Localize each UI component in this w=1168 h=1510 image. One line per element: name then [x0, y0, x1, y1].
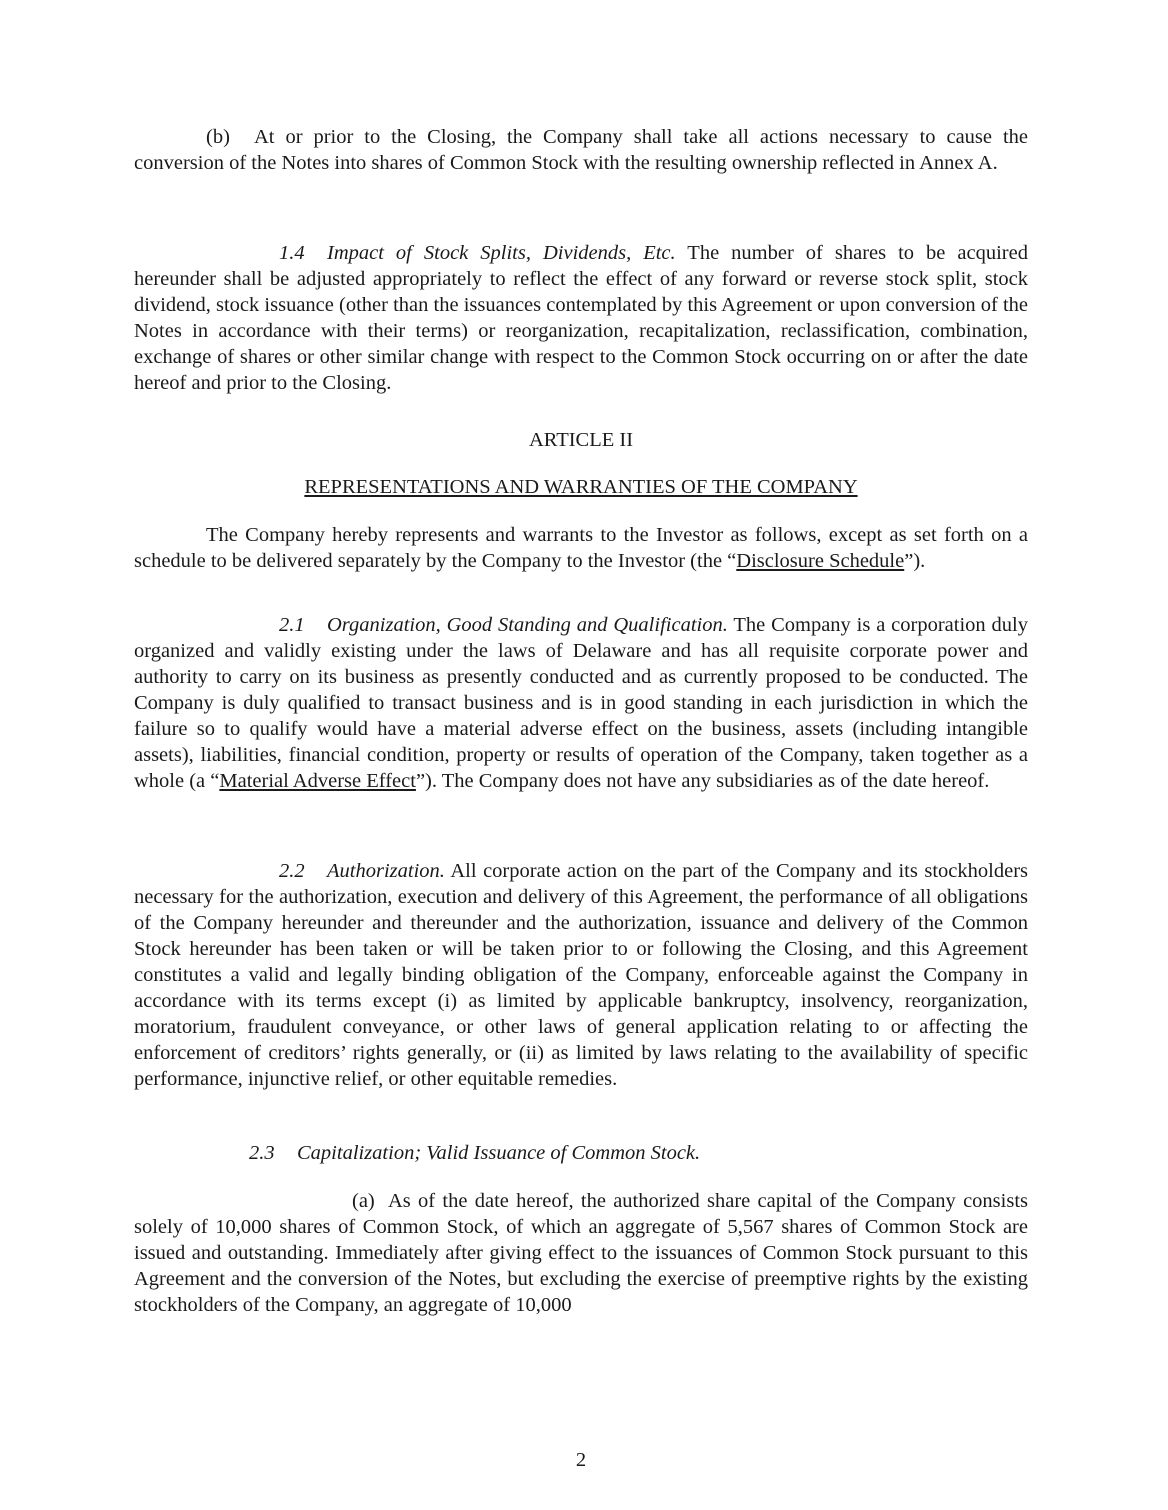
paragraph-text: As of the date hereof, the authorized share capital of the Company consists solely of 10,000 shares of Common Stock, of which an aggregate of 5,567 shares of Common Stock are issued and outstanding. Immediately after giving effect to the issuances of Common Stock pursuant to this Agreement and the conversion of the Notes, but excluding the exercise of preemptive rights by the existing stockholders of the Company, an aggregate of 10,000 [134, 1190, 1028, 1316]
defined-term-material-adverse-effect: Material Adverse Effect [219, 770, 416, 792]
section-text-end: ”). The Company does not have any subsidiaries as of the date hereof. [415, 770, 990, 792]
paragraph-label: (a) [352, 1190, 375, 1212]
paragraph-text: At or prior to the Closing, the Company shall take all actions necessary to cause the conversion of the Notes into shares of Common Stock with the resulting ownership reflected in Annex A. [134, 126, 1028, 174]
section-2-1 [134, 612, 1028, 794]
section-heading: Organization, Good Standing and Qualification. [327, 614, 728, 636]
section-text: All corporate action on the part of the Company and its stockholders necessary for the authorization, execution and delivery of this Agreement, the performance of all obligations of the Company hereunder and thereunder and the authorization, issuance and delivery of the Common Stock hereunder has been taken or will be taken prior to or following the Closing, and this Agreement constitutes a valid and legally binding obligation of the Company, enforceable against the Company in accordance with its terms except (i) as limited by applicable bankruptcy, insolvency, reorganization, moratorium, fraudulent conveyance, or other laws of general application relating to or affecting the enforcement of creditors’ rights generally, or (ii) as limited by laws relating to the availability of specific performance, injunctive relief, or other equitable remedies. [134, 860, 1028, 1090]
section-1-4 [134, 240, 1028, 396]
section-heading: Capitalization; Valid Issuance of Common Stock. [297, 1142, 701, 1164]
section-heading: Impact of Stock Splits, Dividends, Etc. [327, 242, 676, 264]
section-text: The number of shares to be acquired hereunder shall be adjusted appropriately to reflect the effect of any forward or reverse stock split, stock dividend, stock issuance (other than the issuances contemplated by this Agreement or upon conversion of the Notes in accordance with their terms) or reorganization, recapitalization, reclassification, combination, exchange of shares or other similar change with respect to the Common Stock occurring on or after the date hereof and prior to the Closing. [134, 242, 1028, 394]
section-2-3 [134, 1140, 1028, 1166]
defined-term-disclosure-schedule: Disclosure Schedule [736, 550, 905, 572]
article-intro [134, 522, 1028, 574]
section-number: 2.1 [279, 614, 305, 636]
article-title: ARTICLE II [528, 429, 634, 451]
page-number: 2 [575, 1449, 587, 1471]
intro-text-end: ”). [904, 550, 926, 572]
article-subtitle: REPRESENTATIONS AND WARRANTIES OF THE COMPANY [304, 476, 858, 498]
paragraph-b [134, 124, 1028, 176]
section-text: The Company is a corporation duly organized and validly existing under the laws of Delaware and has all requisite corporate power and authority to carry on its business as presently conducted and as currently proposed to be conducted. The Company is duly qualified to transact business and is in good standing in each jurisdiction in which the failure so to qualify would have a material adverse effect on the business, assets (including intangible assets), liabilities, financial condition, property or results of operation of the Company, taken together as a whole (a “ [134, 614, 1028, 792]
intro-text: The Company hereby represents and warrants to the Investor as follows, except as set forth on a schedule to be delivered separately by the Company to the Investor (the “ [134, 524, 1028, 572]
section-heading: Authorization. [327, 860, 445, 882]
section-number: 2.3 [249, 1142, 275, 1164]
section-2-2 [134, 858, 1028, 1092]
paragraph-label: (b) [206, 126, 230, 148]
section-number: 1.4 [279, 242, 305, 264]
section-number: 2.2 [279, 860, 305, 882]
paragraph-a [134, 1188, 1028, 1318]
